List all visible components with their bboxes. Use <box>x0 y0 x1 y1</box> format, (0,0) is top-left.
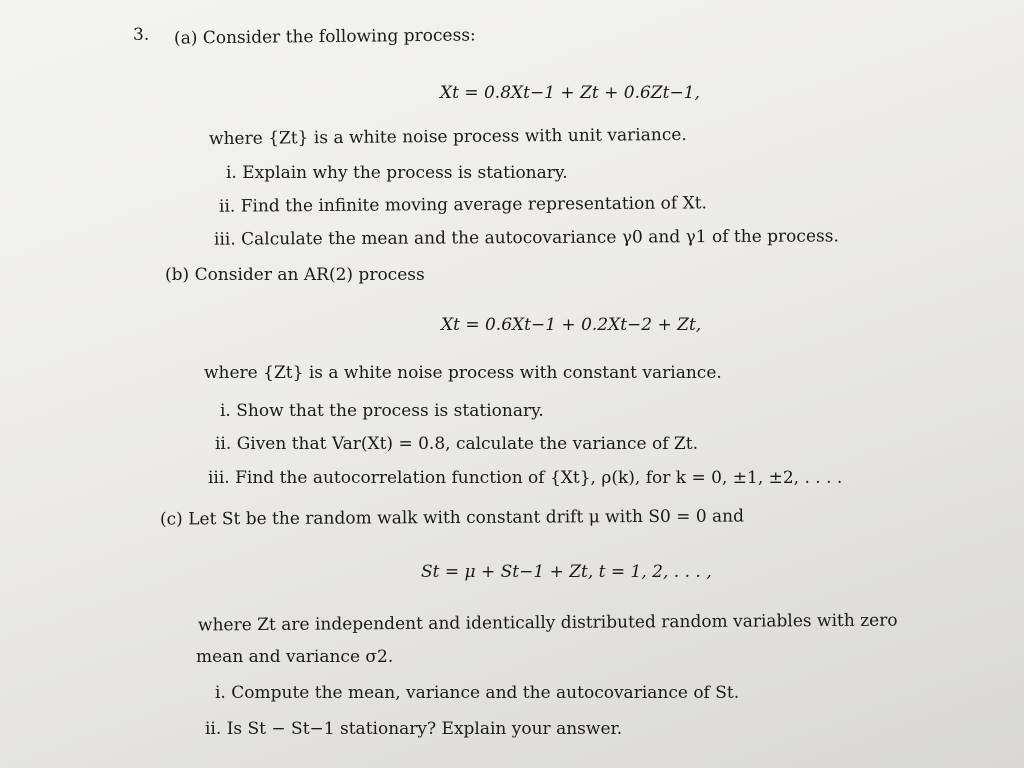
part-b-item-iii <box>208 467 842 489</box>
part-a-item-iii-label: iii. <box>213 229 236 250</box>
part-c-item-i-label: i. <box>215 683 226 703</box>
part-b-item-iii-text: Find the autocorrelation function of {Xt}, ρ(k), for k = 0, ±1, ±2, . . . . <box>235 468 843 488</box>
part-b-item-i-label: i. <box>220 401 231 421</box>
part-c-item-i <box>215 682 739 704</box>
part-a-equation: Xt = 0.8Xt−1 + Zt + 0.6Zt−1, <box>440 83 700 103</box>
part-a-item-i <box>226 162 568 184</box>
part-b-item-ii <box>215 433 698 455</box>
part-b-where: where {Zt} is a white noise process with constant variance. <box>204 363 722 383</box>
part-c-equation: St = μ + St−1 + Zt, t = 1, 2, . . . , <box>421 562 712 582</box>
part-a-label: (a) <box>173 28 198 49</box>
question-number: 3. <box>133 25 150 45</box>
part-a-item-ii <box>219 192 707 217</box>
part-c-label: (c) <box>159 509 183 530</box>
part-a-item-ii-label: ii. <box>218 196 236 217</box>
part-c-item-ii <box>205 718 622 740</box>
part-a-heading <box>174 24 476 49</box>
part-b-item-i <box>220 400 544 422</box>
part-b-equation: Xt = 0.6Xt−1 + 0.2Xt−2 + Zt, <box>441 315 702 335</box>
part-a-item-i-label: i. <box>226 163 237 183</box>
part-c-where-line2: mean and variance σ2. <box>196 647 394 667</box>
part-a-intro: Consider the following process: <box>202 25 476 49</box>
part-b-label: (b) <box>165 265 190 285</box>
part-a-item-i-text: Explain why the process is stationary. <box>242 163 568 183</box>
part-c-item-ii-text: Is St − St−1 stationary? Explain your answer. <box>226 719 623 739</box>
part-c-intro: Let St be the random walk with constant drift μ with S0 = 0 and <box>188 506 745 530</box>
part-c-item-i-text: Compute the mean, variance and the autocovariance of St. <box>231 683 740 703</box>
part-a-where: where {Zt} is a white noise process with unit variance. <box>208 124 687 150</box>
part-b-item-ii-label: ii. <box>215 434 232 454</box>
part-b-item-ii-text: Given that Var(Xt) = 0.8, calculate the variance of Zt. <box>236 434 698 454</box>
part-a-item-iii-text: Calculate the mean and the autocovariance γ0 and γ1 of the process. <box>241 226 839 250</box>
part-a-item-ii-text: Find the infinite moving average representation of Xt. <box>240 193 708 217</box>
part-b-heading <box>165 264 425 286</box>
part-b-intro: Consider an AR(2) process <box>194 265 425 285</box>
part-c-item-ii-label: ii. <box>205 719 222 739</box>
part-b-item-i-text: Show that the process is stationary. <box>236 401 544 421</box>
part-a-item-iii <box>214 225 839 250</box>
part-b-item-iii-label: iii. <box>208 468 230 488</box>
part-c-heading <box>160 505 744 530</box>
part-c-where-line1: where Zt are independent and identically distributed random variables with zero <box>197 610 898 636</box>
